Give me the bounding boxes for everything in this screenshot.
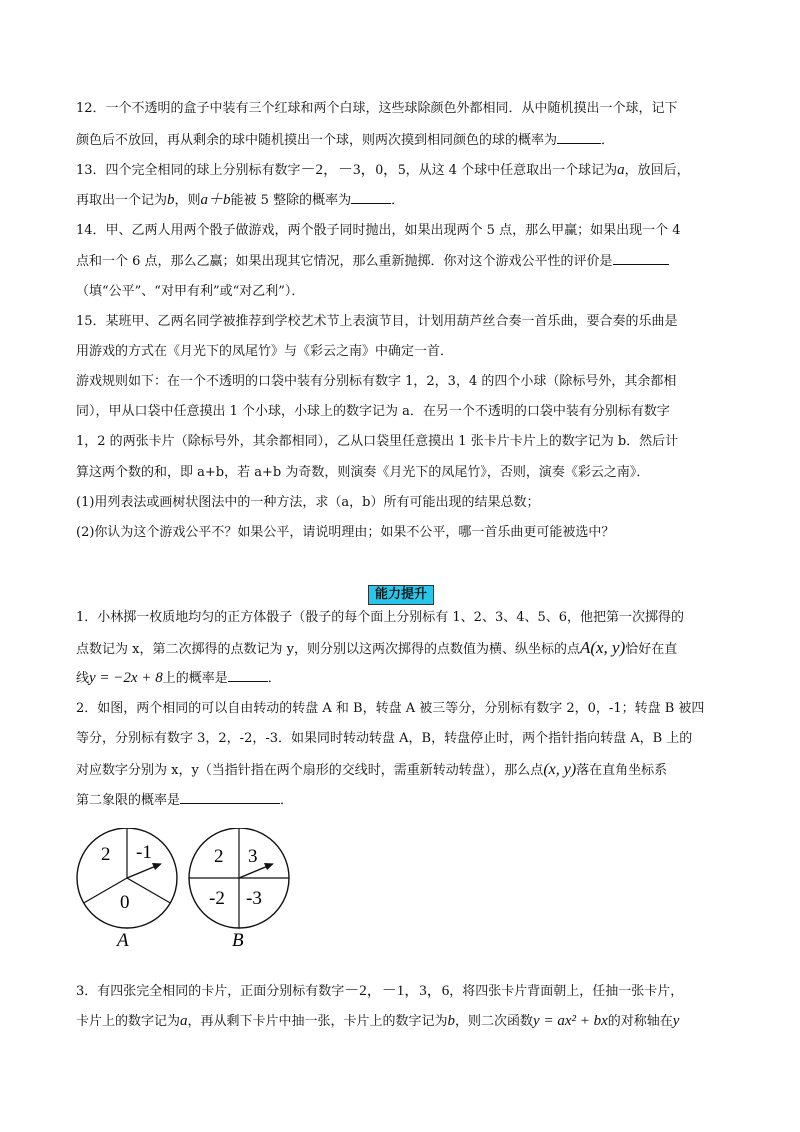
p3-numbers: －2，－1，3，6 xyxy=(344,983,450,999)
q13-numbers: －2，－3，0，5 xyxy=(300,162,406,178)
p3-line2 xyxy=(76,1012,736,1031)
section-title-badge: 能力提升 xyxy=(368,585,434,605)
q12-text: 颜色后不放回，再从剩余的球中随机摸出一个球，则两次摸到相同颜色的球的概率为 xyxy=(76,133,558,148)
p2-answer-blank xyxy=(180,791,280,804)
p3-var-a: a xyxy=(180,1013,188,1029)
q12-line2 xyxy=(76,131,736,150)
q13-end: ． xyxy=(391,193,405,208)
spinner-a-number: -1 xyxy=(136,842,152,863)
p1-line3 xyxy=(76,669,736,688)
spinner-a xyxy=(77,828,177,951)
q13-line2 xyxy=(76,191,736,210)
p3-var-b: b xyxy=(447,1013,456,1029)
p2-line4 xyxy=(76,791,736,810)
p3-text-f: 的对称轴在 xyxy=(607,1014,673,1029)
q12-line1: 12．一个不透明的盒子中装有三个红球和两个白球，这些球除颜色外都相同．从中随机摸出一个球，记下 xyxy=(76,101,678,116)
p3-var-y: y xyxy=(672,1013,680,1029)
q14-line2 xyxy=(76,252,736,271)
q13-text-f: 能被 5 整除的概率为 xyxy=(230,193,352,208)
q13-text-c: ，放回后， xyxy=(624,163,690,178)
p2-text-c: 第二象限的概率是 xyxy=(76,793,181,808)
q14-line1: 14．甲、乙两人用两个骰子做游戏，两个骰子同时抛出，如果出现两个 5 点，那么甲赢；如果出现一个 4 xyxy=(76,223,681,238)
q14-answer-blank xyxy=(613,252,669,265)
p3-text-d: ，再从剩下卡片中抽一张，卡片上的数字记为 xyxy=(187,1014,448,1029)
p1-line1: 1．小林掷一枚质地均匀的正方体骰子（骰子的每个面上分别标有 1、2、3、4、5、6，他把第一次掷得的 xyxy=(76,610,685,625)
p3-text-e: ，则二次函数 xyxy=(455,1014,534,1029)
p3-function: y = ax² + bx xyxy=(533,1013,608,1029)
spinner-b-number: -3 xyxy=(246,888,262,909)
q15-line3: 游戏规则如下：在一个不透明的口袋中装有分别标有数字 1，2，3，4 的四个小球（除标号外，其余都相 xyxy=(76,374,677,389)
q15-line6: 算这两个数的和，即 a+b，若 a+b 为奇数，则演奏《月光下的凤尾竹》，否则，演奏《彩云之南》． xyxy=(76,465,650,480)
p3-text-a: 3．有四张完全相同的卡片，正面分别标有数字 xyxy=(76,984,345,999)
q13-text-d: 再取出一个记为 xyxy=(76,193,168,208)
q13-expression: a＋b xyxy=(200,192,231,208)
q15-sub2: (2)你认为这个游戏公平不？如果公平，请说明理由；如果不公平，哪一首乐曲更可能被选中？ xyxy=(76,525,615,540)
spinner-b-number: 3 xyxy=(248,846,258,867)
p1-end: ． xyxy=(267,671,281,686)
p1-equation: y = −2x + 8 xyxy=(89,670,163,686)
spinner-b-number: 2 xyxy=(214,846,224,867)
p1-text-c: 线 xyxy=(76,671,90,686)
p2-point: (x, y) xyxy=(543,761,577,778)
p2-line3 xyxy=(76,761,736,780)
p1-text-a: 点数记为 x，第二次掷得的点数记为 y，则分别以这两次掷得的点数值为横、纵坐标的点 xyxy=(76,642,580,657)
p2-text-a: 对应数字分别为 x，y（当指针指在两个扇形的交线时，需重新转动转盘），那么点 xyxy=(76,763,544,778)
spinner-a-arrowhead-icon xyxy=(152,863,162,870)
q13-text-e: ，则 xyxy=(174,193,201,208)
q15-sub1: (1)用列表法或画树状图法中的一种方法，求（a，b）所有可能出现的结果总数； xyxy=(76,495,540,510)
p3-text-b: ，将四张卡片背面朝上，任抽一张卡片， xyxy=(449,984,684,999)
p2-line1: 2．如图，两个相同的可以自由转动的转盘 A 和 B，转盘 A 被三等分，分别标有数字 2，0，-1；转盘 B 被四 xyxy=(76,701,705,716)
p1-line2 xyxy=(76,639,736,659)
q13-var-a: a xyxy=(617,162,625,178)
q15-line4: 同），甲从口袋中任意摸出 1 个小球，小球上的数字记为 a．在另一个不透明的口袋中装有分别标有数字 xyxy=(76,404,670,419)
p1-text-d: 上的概率是 xyxy=(162,671,228,686)
p1-point: A(x, y) xyxy=(579,638,626,657)
q12-answer-blank xyxy=(557,131,601,144)
p2-line2: 等分，分别标有数字 3，2，-2，-3．如果同时转动转盘 A，B，转盘停止时，两个指针指向转盘 A，B 上的 xyxy=(76,731,693,746)
p3-line1 xyxy=(76,982,736,1001)
q15-line2: 用游戏的方式在《月光下的凤尾竹》与《彩云之南》中确定一首． xyxy=(76,344,454,359)
p3-text-c: 卡片上的数字记为 xyxy=(76,1014,181,1029)
p1-text-b: 恰好在直 xyxy=(625,642,678,657)
spinner-b xyxy=(189,828,289,951)
spinner-a-divider xyxy=(127,878,170,903)
spinner-figure xyxy=(70,828,300,952)
spinner-b-number: -2 xyxy=(209,888,225,909)
spinner-b-pointer xyxy=(239,866,268,878)
q13-var-b: b xyxy=(167,192,175,208)
spinner-a-number: 0 xyxy=(120,892,130,913)
q12-end: ． xyxy=(601,133,615,148)
p2-end: ． xyxy=(280,793,294,808)
p2-text-b: 落在直角坐标系 xyxy=(576,763,668,778)
spinner-a-pointer xyxy=(127,866,156,878)
spinner-a-number: 2 xyxy=(101,844,111,865)
spinner-a-label: A xyxy=(117,930,129,951)
q13-text-b: ，从这 4 个球中任意取出一个球记为 xyxy=(405,163,618,178)
q13-text-a: 13．四个完全相同的球上分别标有数字 xyxy=(76,163,301,178)
q14-line3: （填“公平”、“对甲有利”或“对乙利”）． xyxy=(76,284,305,299)
q13-line1 xyxy=(76,161,736,180)
p1-answer-blank xyxy=(228,669,268,682)
q15-line1: 15．某班甲、乙两名同学被推荐到学校艺术节上表演节目，计划用葫芦丝合奏一首乐曲，要合奏的乐曲是 xyxy=(76,314,678,329)
q13-answer-blank xyxy=(351,191,391,204)
spinner-b-arrowhead-icon xyxy=(264,863,274,870)
spinner-b-label: B xyxy=(232,930,244,951)
q14-text: 点和一个 6 点，那么乙赢；如果出现其它情况，那么重新抛掷．你对这个游戏公平性的评价是 xyxy=(76,254,613,269)
q15-line5: 1，2 的两张卡片（除标号外，其余都相同），乙从口袋里任意摸出 1 张卡片卡片上的数字记为 b．然后计 xyxy=(76,434,679,449)
